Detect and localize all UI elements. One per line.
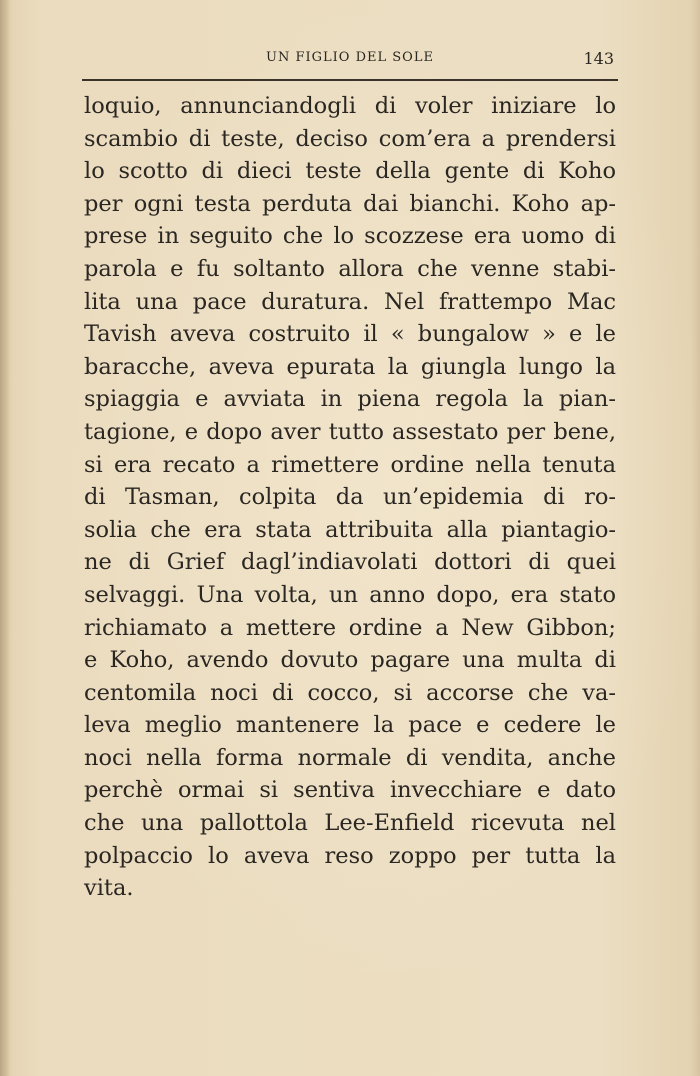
- text-line: prese in seguito che lo scozzese era uomo di: [84, 223, 616, 250]
- text-line: si era recato a rimettere ordine nella tenuta: [84, 451, 616, 478]
- text-line: polpaccio lo aveva reso zoppo per tutta la: [84, 842, 616, 869]
- text-line: baracche, aveva epurata la giungla lungo la: [84, 353, 616, 380]
- text-line: per ogni testa perduta dai bianchi. Koho ap-: [84, 190, 616, 217]
- text-line: lita una pace duratura. Nel frattempo Mac: [84, 288, 616, 315]
- text-line: spiaggia e avviata in piena regola la pian-: [84, 386, 616, 413]
- text-line: noci nella forma normale di vendita, anche: [84, 744, 616, 771]
- running-head: [82, 50, 618, 72]
- text-line: leva meglio mantenere la pace e cedere le: [84, 712, 616, 739]
- running-title: UN FIGLIO DEL SOLE: [266, 50, 434, 65]
- text-line-last: vita.: [84, 875, 134, 902]
- text-line: di Tasman, colpita da un’epidemia di ro-: [84, 484, 616, 511]
- text-line: centomila noci di cocco, si accorse che va-: [84, 679, 616, 706]
- header-rule: [82, 79, 618, 81]
- body-text: [84, 90, 616, 905]
- text-line: scambio di teste, deciso com’era a prendersi: [84, 125, 616, 152]
- text-line: ne di Grief dagl’indiavolati dottori di quei: [84, 549, 616, 576]
- text-line: solia che era stata attribuita alla piantagio-: [84, 516, 616, 543]
- text-line: selvaggi. Una volta, un anno dopo, era stato: [84, 581, 616, 608]
- text-line: e Koho, avendo dovuto pagare una multa di: [84, 647, 616, 674]
- text-line: loquio, annunciandogli di voler iniziare lo: [84, 93, 616, 119]
- text-line: Tavish aveva costruito il « bungalow » e le: [84, 321, 616, 348]
- text-line: tagione, e dopo aver tutto assestato per bene,: [84, 418, 616, 445]
- page-number: 143: [583, 49, 614, 68]
- text-line: che una pallottola Lee-Enfield ricevuta nel: [84, 810, 616, 837]
- text-line: parola e fu soltanto allora che venne stabi-: [84, 255, 616, 282]
- text-line: lo scotto di dieci teste della gente di Koho: [84, 158, 616, 185]
- page-binding-edge: [0, 0, 10, 1076]
- text-line: perchè ormai si sentiva invecchiare e dato: [84, 777, 616, 804]
- text-line: richiamato a mettere ordine a New Gibbon;: [84, 614, 616, 641]
